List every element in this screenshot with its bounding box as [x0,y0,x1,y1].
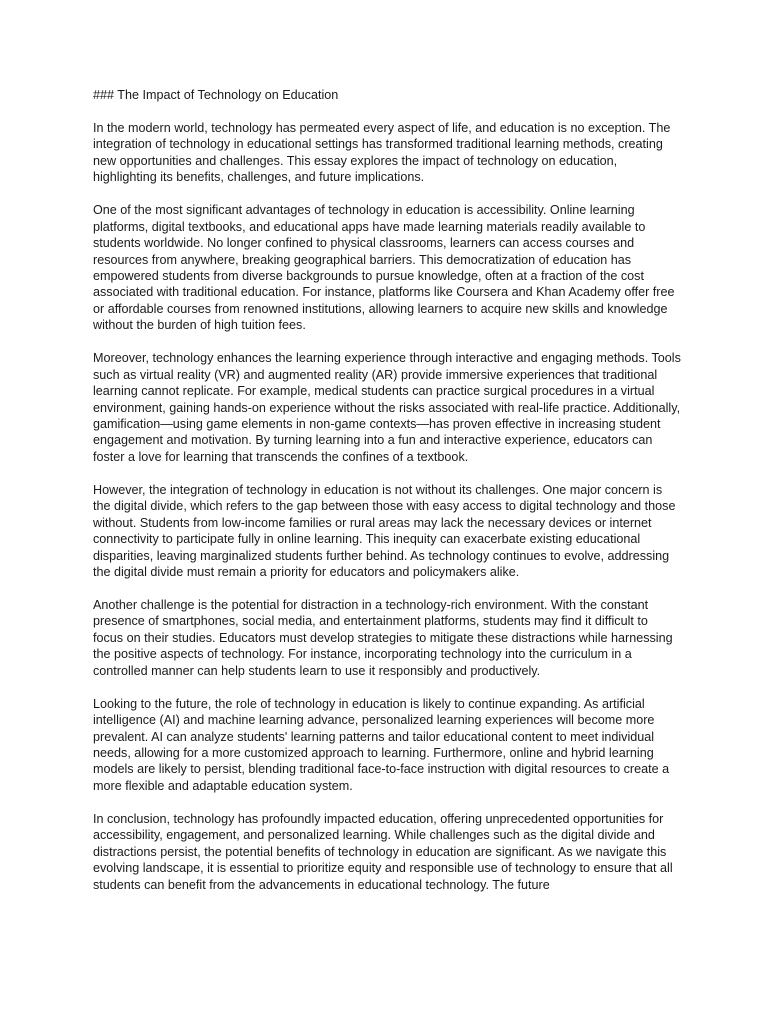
paragraph-digital-divide: However, the integration of technology in education is not without its challenges. One major concern is the digital divide, which refers to the gap between those with easy access to digital technology and those without. Students from low-income families or rural areas may lack the necessary devices or internet connectivity to participate fully in online learning. This inequity can exacerbate existing educational disparities, leaving marginalized students further behind. As technology continues to evolve, addressing the digital divide must remain a priority for educators and policymakers alike. [93,482,676,580]
paragraph-interactive-learning: Moreover, technology enhances the learning experience through interactive and engaging methods. Tools such as virtual reality (VR) and augmented reality (AR) provide immersive experiences that traditional learning cannot replicate. For example, medical students can practice surgical procedures in a virtual environment, gaining hands-on experience without the risks associated with real-life practice. Additionally, gamification—using game elements in non-game contexts—has proven effective in increasing student engagement and motivation. By turning learning into a fun and interactive experience, educators can foster a love for learning that transcends the confines of a textbook. [93,351,681,464]
paragraph-future: Looking to the future, the role of technology in education is likely to continue expanding. As artificial intelligence (AI) and machine learning advance, personalized learning experiences will become more prevalent. AI can analyze students' learning patterns and tailor educational content to meet individual needs, allowing for a more customized approach to learning. Furthermore, online and hybrid learning models are likely to persist, blending traditional face-to-face instruction with digital resources to create a more flexible and adaptable education system. [93,696,670,793]
document-body [93,87,681,893]
paragraph-accessibility: One of the most significant advantages of technology in education is accessibility. Online learning platforms, digital textbooks, and educational apps have made learning materials readily available to students worldwide. No longer confined to physical classrooms, learners can access courses and resources from anywhere, breaking geographical barriers. This democratization of education has empowered students from diverse backgrounds to pursue knowledge, often at a fraction of the cost associated with traditional education. For instance, platforms like Coursera and Khan Academy offer free or affordable courses from renowned institutions, allowing learners to acquire new skills and knowledge without the burden of high tuition fees. [93,203,675,333]
paragraph-distraction: Another challenge is the potential for distraction in a technology-rich environment. With the constant presence of smartphones, social media, and entertainment platforms, students may find it difficult to focus on their studies. Educators must develop strategies to mitigate these distractions while harnessing the positive aspects of technology. For instance, incorporating technology into the curriculum in a controlled manner can help students learn to use it responsibly and productively. [93,597,673,678]
document-heading: ### The Impact of Technology on Education [93,88,339,102]
paragraph-introduction: In the modern world, technology has permeated every aspect of life, and education is no exception. The integration of technology in educational settings has transformed traditional learning methods, creating new opportunities and challenges. This essay explores the impact of technology on education, highlighting its benefits, challenges, and future implications. [93,120,671,185]
paragraph-conclusion: In conclusion, technology has profoundly impacted education, offering unprecedented opportunities for accessibility, engagement, and personalized learning. While challenges such as the digital divide and distractions persist, the potential benefits of technology in education are significant. As we navigate this evolving landscape, it is essential to prioritize equity and responsible use of technology to ensure that all students can benefit from the advancements in educational technology. The future [93,811,673,892]
